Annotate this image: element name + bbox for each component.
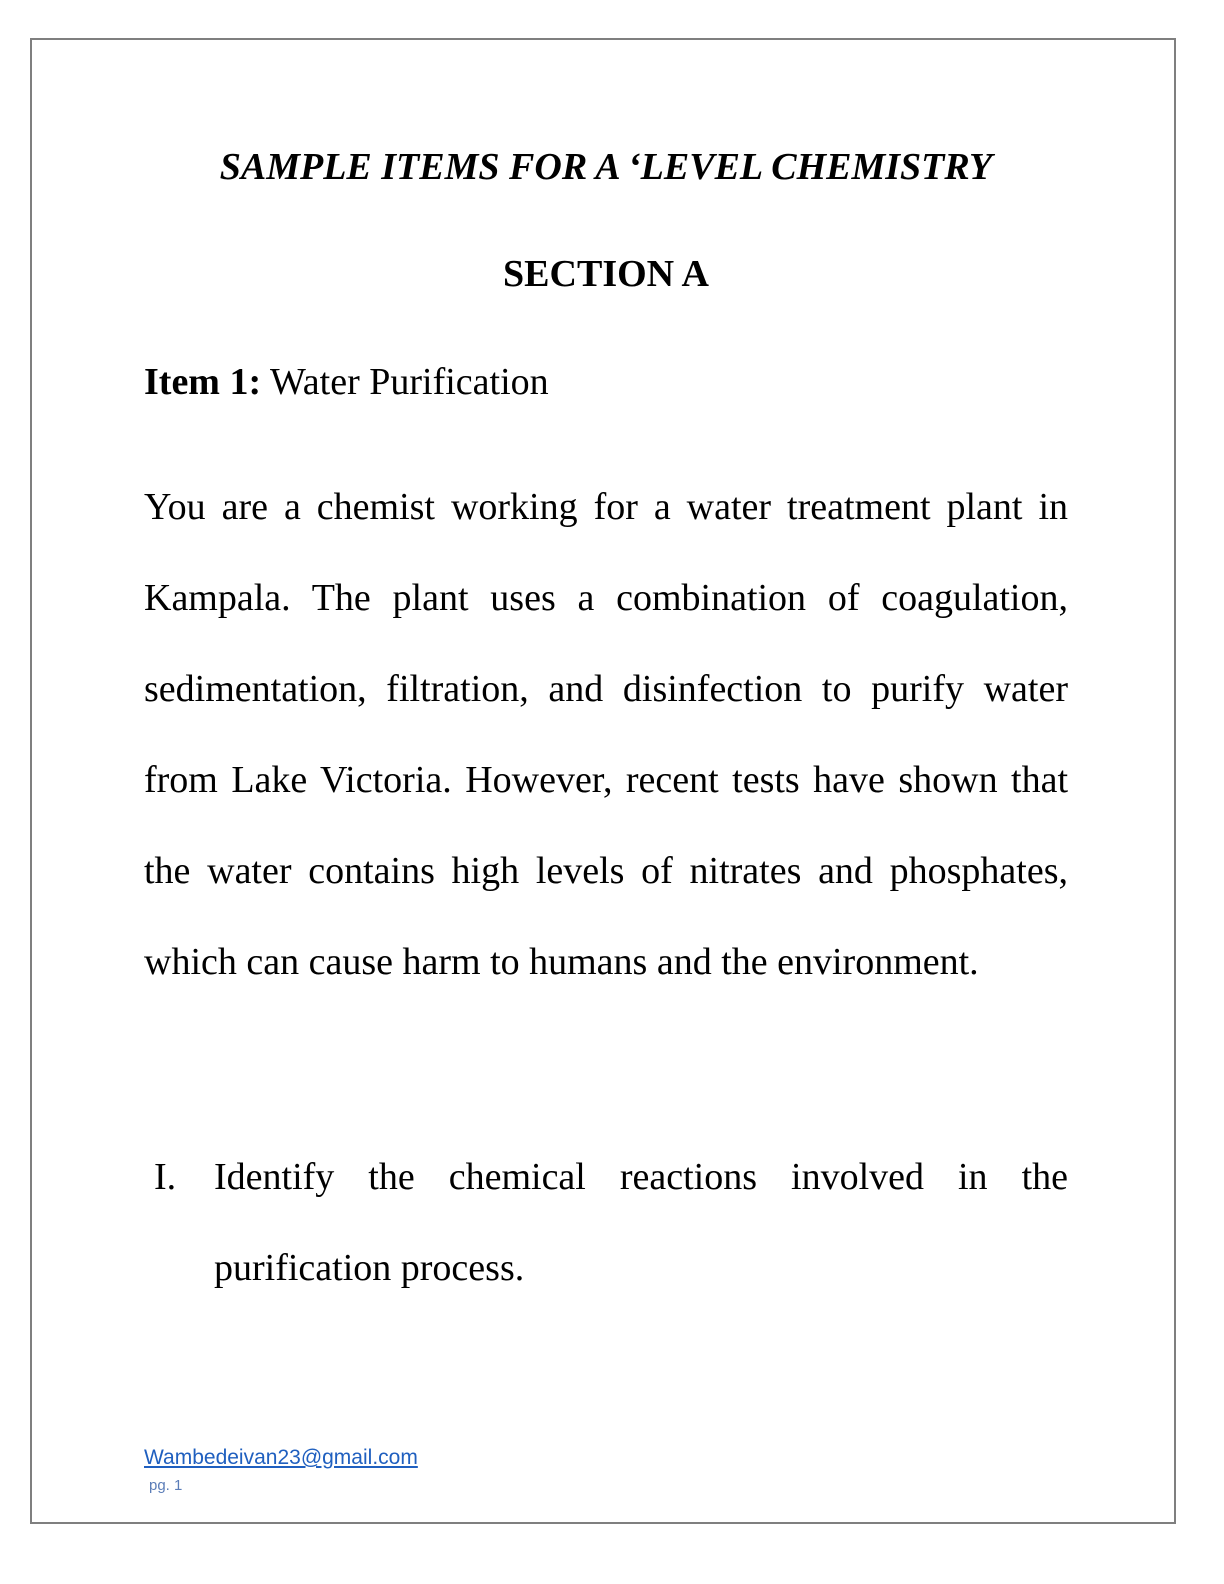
question-number: I.	[154, 1156, 177, 1198]
item-label: Item 1:	[144, 361, 262, 403]
item-topic: Water Purification	[269, 361, 549, 403]
section-heading: SECTION A	[503, 253, 709, 295]
page-number: pg. 1	[149, 1477, 183, 1494]
footer-email-link[interactable]: Wambedeivan23@gmail.com	[144, 1446, 418, 1469]
question-text: Identify the chemical reactions involved in the purification process.	[214, 1156, 1068, 1289]
item-heading	[144, 358, 549, 406]
document-title: SAMPLE ITEMS FOR A ‘LEVEL CHEMISTRY	[219, 146, 993, 188]
scenario-paragraph: You are a chemist working for a water treatment plant in Kampala. The plant uses a combination of coagulation, sedimentation, filtration, and disinfection to purify water from Lake Victoria. However, recent tests have shown that the water contains high levels of nitrates and phosphates, which can cause harm to humans and the environment.	[144, 486, 1068, 983]
